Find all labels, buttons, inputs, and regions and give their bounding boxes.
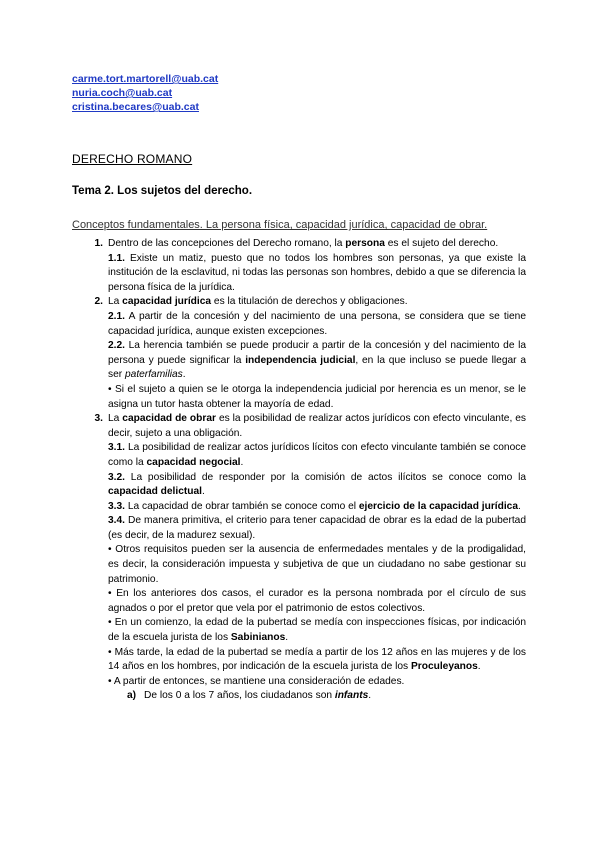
item-text: De los 0 a los 7 años, los ciudadanos son infants. xyxy=(144,690,372,702)
bullet-3-b: • En los anteriores dos casos, el curador es la persona nombrada por el círculo de sus agnados o por el pretor que vela por el patrimonio de estos colectivos. xyxy=(108,588,526,614)
section-heading: Conceptos fundamentales. La persona física, capacidad jurídica, capacidad de obrar. xyxy=(72,219,488,231)
email-link-3[interactable]: cristina.becares@uab.cat xyxy=(72,101,199,113)
item-number: 3. xyxy=(94,413,103,425)
email-link-1[interactable]: carme.tort.martorell@uab.cat xyxy=(72,73,219,85)
document-body xyxy=(72,237,526,704)
subitem-3-4: 3.4. De manera primitiva, el criterio para tener capacidad de obrar es la edad de la pubertad (es decir, de la madurez sexual). xyxy=(108,515,526,541)
item-text: La capacidad de obrar es la posibilidad de realizar actos jurídicos con efecto vinculante, es decir, sujeto a una obligación. xyxy=(108,413,527,439)
subitem-3-1: 3.1. La posibilidad de realizar actos jurídicos lícitos con efecto vinculante también se conoce como la capacidad negocial. xyxy=(108,442,526,468)
bullet-2: • Si el sujeto a quien se le otorga la independencia judicial por herencia es un menor, se le asigna un tutor hasta obtener la mayoría de edad. xyxy=(108,383,526,410)
document-title: DERECHO ROMANO xyxy=(72,152,193,166)
item-letter: a) xyxy=(126,690,136,702)
subitem-3-2: 3.2. La posibilidad de responder por la comisión de actos ilícitos se conoce como la capacidad delictual. xyxy=(108,471,526,498)
bullet-3-d: • Más tarde, la edad de la pubertad se medía a partir de los 12 años en las mujeres y de los 14 años en los hombres, por indicación de la escuela jurista de los Proculeyanos. xyxy=(108,646,526,673)
item-text: La capacidad jurídica es la titulación de derechos y obligaciones. xyxy=(108,296,408,308)
item-text: Dentro de las concepciones del Derecho romano, la persona es el sujeto del derecho. xyxy=(108,238,499,249)
subitem-2-1: 2.1. A partir de la concesión y del nacimiento de una persona, se considera que se tiene capacidad jurídica, aunque existen excepciones. xyxy=(108,310,526,337)
list-item-3 xyxy=(72,412,526,441)
bullet-3-e: • A partir de entonces, se mantiene una consideración de edades. xyxy=(108,675,405,687)
author-emails xyxy=(72,72,218,114)
list-item-1 xyxy=(72,237,526,252)
bullet-3-a: • Otros requisitos pueden ser la ausencia de enfermedades mentales y de la prodigalidad, es decir, la consideración impuesta y subjetiva de que un ciudadano no sabe gestionar su patrimonio. xyxy=(108,544,526,585)
bullet-3-c: • En un comienzo, la edad de la pubertad se medía con inspecciones físicas, por indicación de la escuela jurista de los Sabinianos. xyxy=(108,617,526,644)
subitem-2-2: 2.2. La herencia también se puede producir a partir de la concesión y del nacimiento de la persona y puede significar la independencia judicial, en la que incluso se puede llegar a ser paterfamilias. xyxy=(108,340,526,381)
item-number: 2. xyxy=(94,296,103,308)
list-item-2 xyxy=(72,295,526,310)
email-link-2[interactable]: nuria.coch@uab.cat xyxy=(72,87,173,99)
lettered-item-a xyxy=(108,689,526,704)
topic-heading: Tema 2. Los sujetos del derecho. xyxy=(72,185,253,197)
item-number: 1. xyxy=(94,238,103,249)
subitem-1-1: 1.1. Existe un matiz, puesto que no todos los hombres son personas, ya que existe la institución de la esclavitud, ni todas las personas son hombres, debido a que se diferencia la persona física de la jurídica. xyxy=(108,252,526,293)
subitem-3-3: 3.3. La capacidad de obrar también se conoce como el ejercicio de la capacidad jurídica. xyxy=(108,500,521,512)
